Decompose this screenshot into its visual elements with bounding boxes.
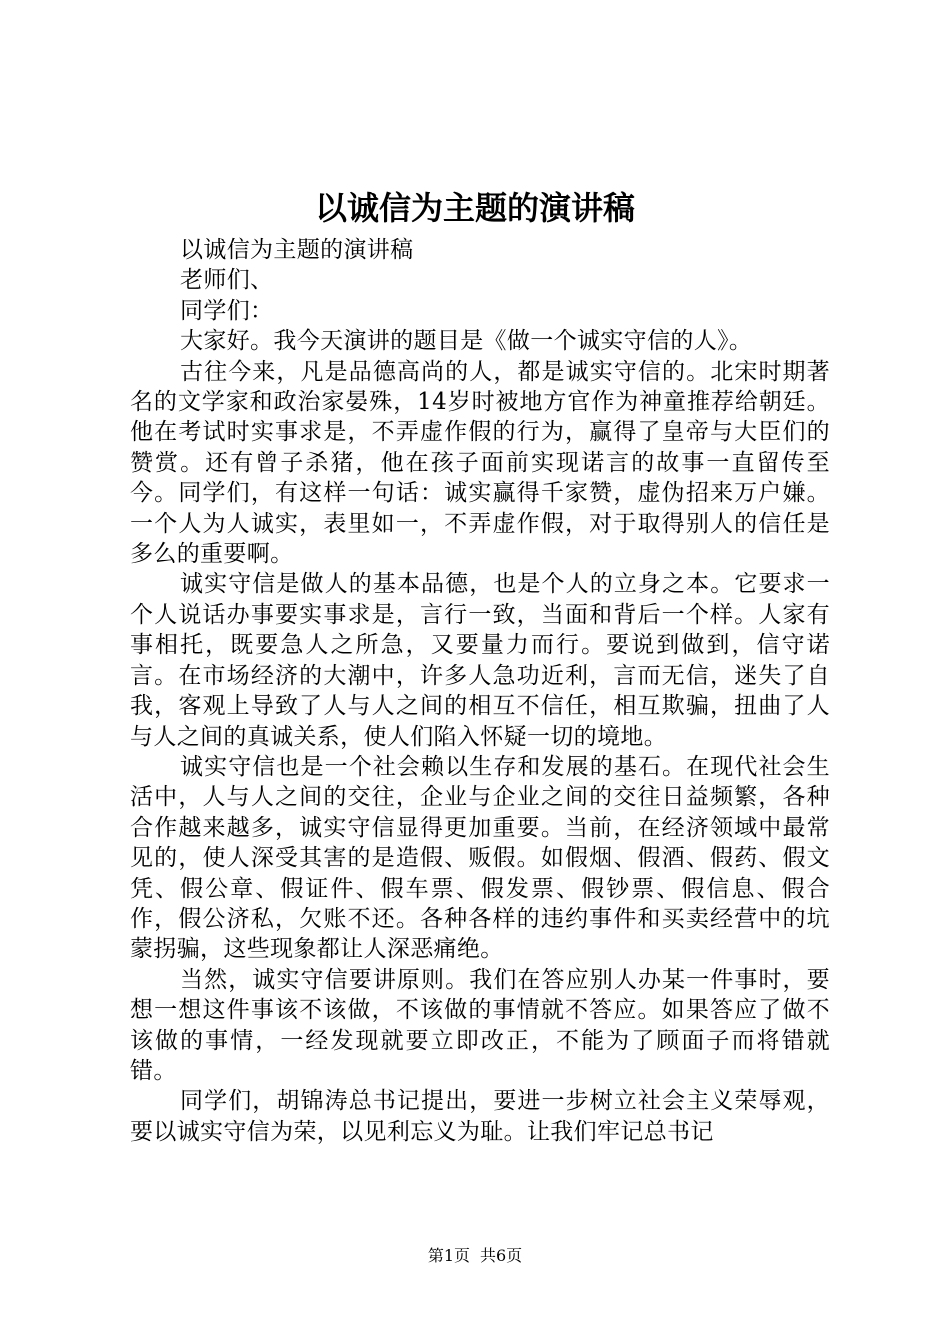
paragraph-subtitle: 以诚信为主题的演讲稿 — [180, 237, 414, 263]
page-footer — [0, 1244, 950, 1268]
page-total: 共6页 — [480, 1246, 523, 1265]
document-title: 以诚信为主题的演讲稿 — [314, 189, 635, 227]
paragraph-body: 诚实守信是做人的基本品德，也是个人的立身之本。它要求一个人说话办事要实事求是，言行一致，当面和背后一个样。人家有事相托，既要急人之所急，又要量力而行。要说到做到，信守诺言。在市场经济的大潮中，许多人急功近利，言而无信，迷失了自我，客观上导致了人与人之间的相互不信任，相互欺骗，扭曲了人与人之间的真诚关系，使人们陷入怀疑一切的境地。 — [130, 571, 830, 750]
page-number: 第1页 — [427, 1246, 470, 1265]
paragraph-greeting: 大家好。我今天演讲的题目是《做一个诚实守信的人》。 — [180, 328, 753, 355]
paragraph-body: 同学们，胡锦涛总书记提出，要进一步树立社会主义荣辱观，要以诚实守信为荣，以见利忘义为耻。让我们牢记总书记 — [130, 1088, 830, 1145]
paragraph-body: 诚实守信也是一个社会赖以生存和发展的基石。在现代社会生活中，人与人之间的交往，企业与企业之间的交往日益频繁，各种合作越来越多，诚实守信显得更加重要。当前，在经济领域中最常见的，使人深受其害的是造假、贩假。如假烟、假酒、假药、假文凭、假公章、假证件、假车票、假发票、假钞票、假信息、假合作，假公济私，欠账不还。各种各样的违约事件和买卖经营中的坑蒙拐骗，这些现象都让人深恶痛绝。 — [130, 753, 830, 963]
paragraph-body: 当然，诚实守信要讲原则。我们在答应别人办某一件事时，要想一想这件事该不该做，不该做的事情就不答应。如果答应了做不该做的事情，一经发现就要立即改正，不能为了顾面子而将错就错。 — [130, 966, 830, 1084]
paragraph-salutation-teachers: 老师们、 — [180, 267, 274, 294]
paragraph-body: 古往今来，凡是品德高尚的人，都是诚实守信的。北宋时期著名的文学家和政治家晏殊，14岁时被地方官作为神童推荐给朝廷。他在考试时实事求是，不弄虚作假的行为，赢得了皇帝与大臣们的赞赏。还有曾子杀猪，他在孩子面前实现诺言的故事一直留传至今。同学们，有这样一句话：诚实赢得千家赞，虚伪招来万户嫌。一个人为人诚实，表里如一，不弄虚作假，对于取得别人的信任是多么的重要啊。 — [130, 358, 830, 568]
document-body — [130, 235, 830, 1147]
paragraph-salutation-students: 同学们： — [180, 297, 274, 324]
